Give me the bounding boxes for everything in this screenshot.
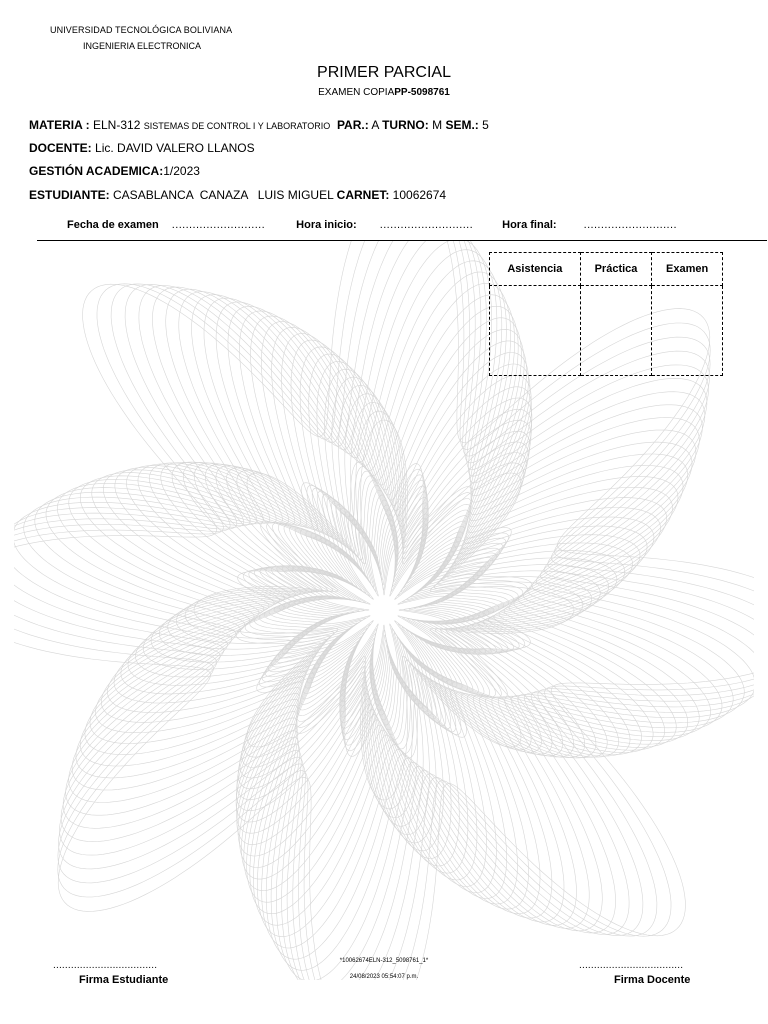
turno-value: M bbox=[432, 118, 443, 132]
gestion-row bbox=[29, 164, 200, 178]
grade-cell-examen[interactable] bbox=[652, 286, 723, 376]
sem-label: SEM.: bbox=[445, 118, 479, 132]
firma-docente-label: Firma Docente bbox=[614, 974, 691, 986]
hora-inicio-label: Hora inicio: bbox=[296, 219, 357, 231]
materia-row bbox=[29, 118, 489, 132]
exam-code: PP-5098761 bbox=[394, 87, 450, 98]
estudiante-label: ESTUDIANTE: bbox=[29, 188, 110, 202]
student-signature-line: ................................... bbox=[53, 960, 158, 971]
firma-estudiante-label: Firma Estudiante bbox=[79, 974, 169, 986]
grade-header-examen: Examen bbox=[652, 253, 723, 286]
docente-value: Lic. DAVID VALERO LLANOS bbox=[95, 141, 255, 155]
docente-label: DOCENTE: bbox=[29, 141, 92, 155]
estudiante-value: CASABLANCA CANAZA LUIS MIGUEL bbox=[113, 188, 334, 202]
fecha-blank: ........................... bbox=[171, 219, 266, 231]
turno-label: TURNO: bbox=[382, 118, 429, 132]
exam-title: PRIMER PARCIAL bbox=[317, 64, 451, 81]
grade-header-practica: Práctica bbox=[580, 253, 652, 286]
docente-row bbox=[29, 141, 255, 155]
exam-times-row bbox=[67, 219, 677, 231]
grade-cell-asistencia[interactable] bbox=[490, 286, 581, 376]
gestion-label: GESTIÓN ACADEMICA: bbox=[29, 164, 164, 178]
hora-inicio-blank: ........................... bbox=[379, 219, 474, 231]
grades-table bbox=[489, 252, 723, 376]
gestion-value: 1/2023 bbox=[163, 164, 200, 178]
document-code: *10062674ELN-312_5098761_1* bbox=[339, 958, 429, 964]
institution-name: UNIVERSIDAD TECNOLÓGICA BOLIVIANA bbox=[50, 25, 233, 35]
fecha-label: Fecha de examen bbox=[67, 219, 159, 231]
grade-header-asistencia: Asistencia bbox=[490, 253, 581, 286]
materia-name: SISTEMAS DE CONTROL I Y LABORATORIO bbox=[143, 121, 331, 131]
materia-label: MATERIA : bbox=[29, 118, 90, 132]
par-value: A bbox=[371, 118, 379, 132]
timestamp: 24/08/2023 05:54:07 p.m. bbox=[349, 974, 419, 980]
carnet-label: CARNET: bbox=[336, 188, 390, 202]
hora-final-label: Hora final: bbox=[502, 219, 557, 231]
par-label: PAR.: bbox=[336, 118, 369, 132]
faculty-name: INGENIERIA ELECTRONICA bbox=[83, 41, 202, 51]
estudiante-row bbox=[29, 188, 446, 202]
subtitle-prefix: EXAMEN COPIA bbox=[318, 87, 395, 98]
hora-final-blank: ........................... bbox=[583, 219, 677, 231]
exam-subtitle bbox=[0, 87, 768, 98]
carnet-value: 10062674 bbox=[392, 188, 447, 202]
teacher-signature-line: ................................... bbox=[579, 960, 684, 971]
grade-cell-practica[interactable] bbox=[580, 286, 652, 376]
header-divider bbox=[37, 240, 767, 241]
materia-code: ELN-312 bbox=[93, 118, 141, 132]
sem-value: 5 bbox=[482, 118, 489, 132]
